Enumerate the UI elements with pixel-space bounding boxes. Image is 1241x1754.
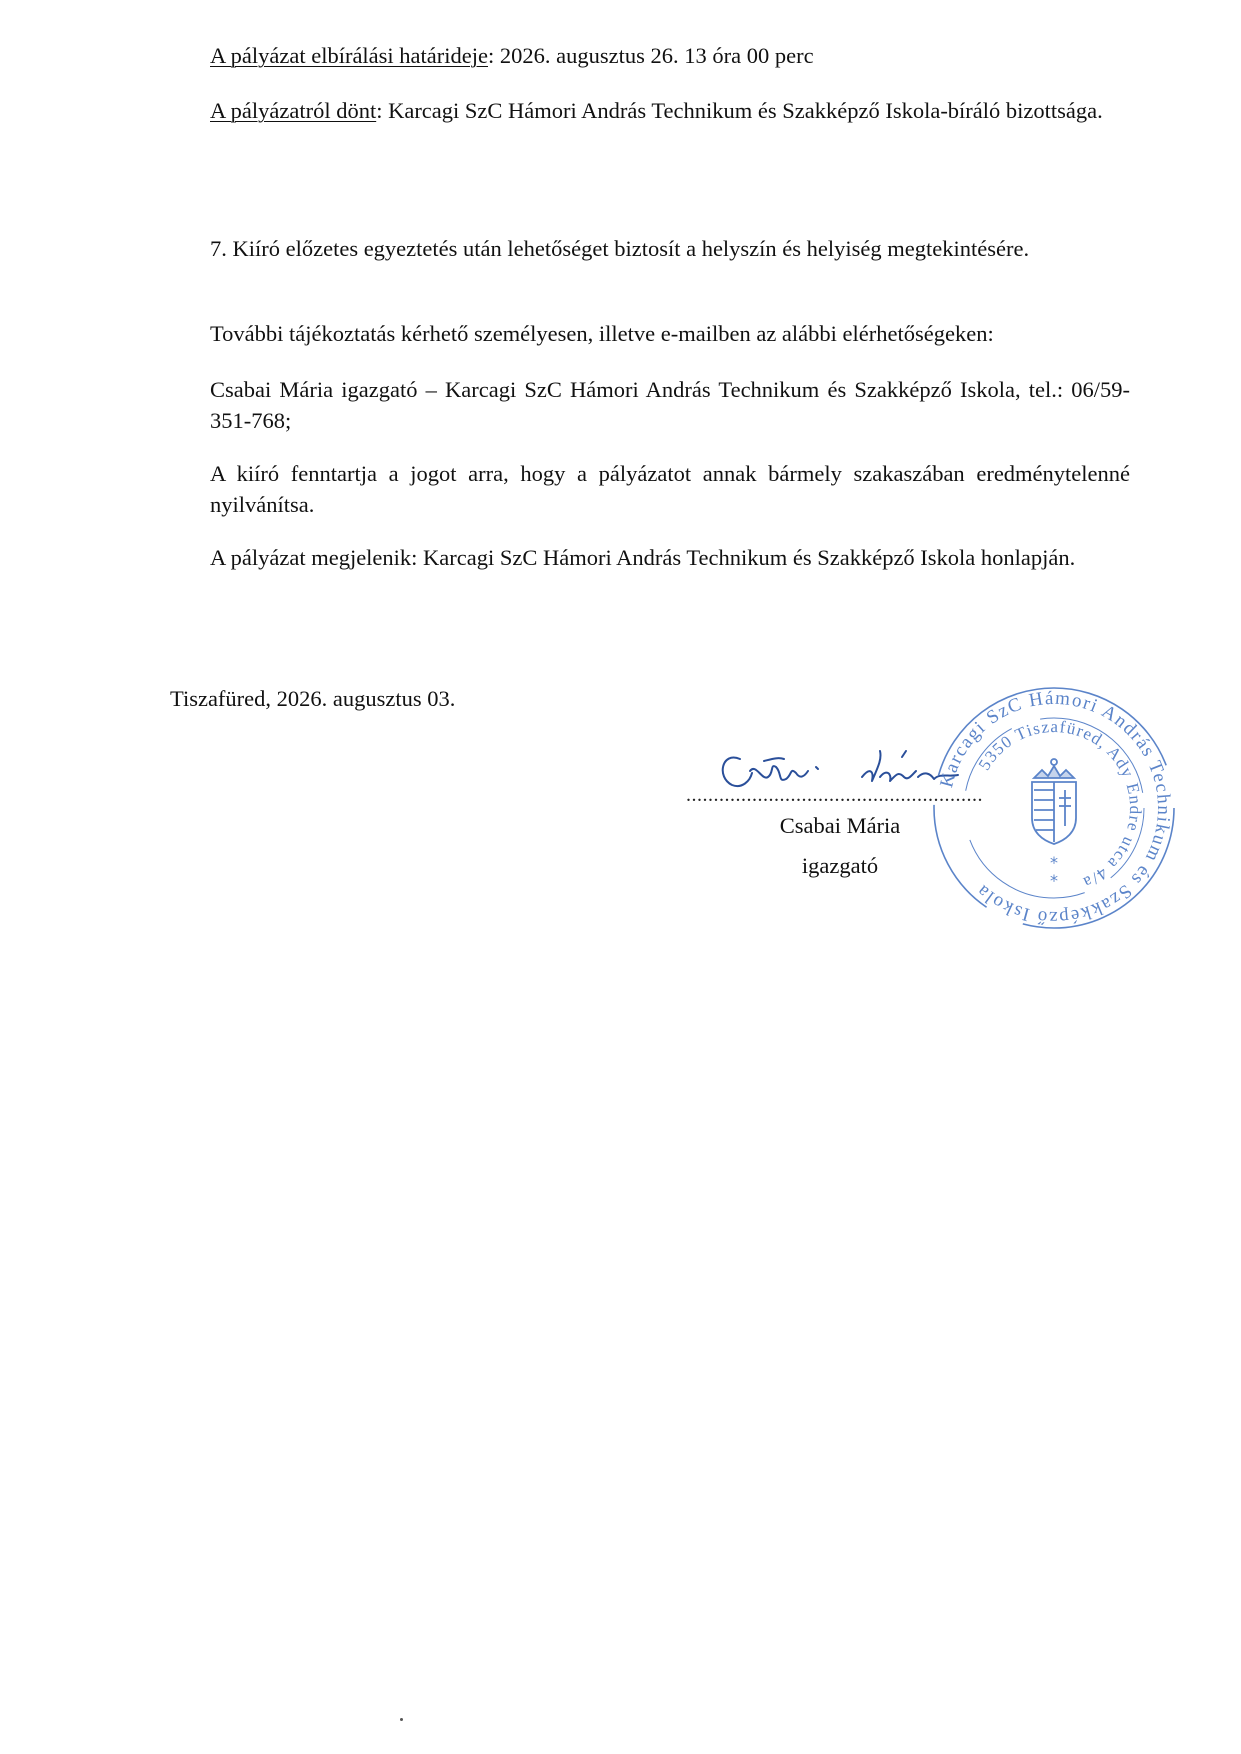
signature-dotted-line: ...................................................... bbox=[686, 784, 983, 806]
svg-text:5350 Tiszafüred, Ady Endre utc bbox=[975, 717, 1145, 893]
decides-text: : Karcagi SzC Hámori András Technikum és Szakképző Iskola-bíráló bizottsága. bbox=[376, 98, 1103, 123]
svg-text:*: * bbox=[1050, 853, 1058, 872]
hungarian-coat-of-arms-icon bbox=[1032, 759, 1076, 844]
place-and-date: Tiszafüred, 2026. augusztus 03. bbox=[170, 686, 456, 711]
deadline-label: A pályázat elbírálási határideje bbox=[210, 43, 488, 68]
publish-paragraph: A pályázat megjelenik: Karcagi SzC Hámori András Technikum és Szakképző Iskola honlapján. bbox=[210, 545, 1076, 570]
deadline-paragraph bbox=[210, 40, 1130, 71]
deadline-text: : 2026. augusztus 26. 13 óra 00 perc bbox=[488, 43, 814, 68]
signer-title: igazgató bbox=[801, 853, 879, 878]
svg-text:*: * bbox=[1050, 871, 1058, 890]
stamp-outer-text: Karcagi SzC Hámori András Technikum és Szakképző Iskola bbox=[936, 687, 1175, 929]
reserve-paragraph: A kiíró fenntartja a jogot arra, hogy a pályázatot annak bármely szakaszában eredménytelenné nyilvánítsa. bbox=[210, 461, 1130, 517]
item-7-paragraph: 7. Kiíró előzetes egyeztetés után lehetőséget biztosít a helyszín és helyiség megtekintésére. bbox=[210, 236, 1030, 261]
contact-paragraph: Csabai Mária igazgató – Karcagi SzC Hámori András Technikum és Szakképző Iskola, tel.: 06/59-351-768; bbox=[210, 377, 1130, 433]
stamp-inner-text: 5350 Tiszafüred, Ady Endre utca 4/a bbox=[974, 716, 1146, 893]
info-paragraph: További tájékoztatás kérhető személyesen, illetve e-mailben az alábbi elérhetőségeken: bbox=[210, 321, 994, 346]
decides-paragraph bbox=[210, 95, 1130, 126]
signer-name: Csabai Mária bbox=[779, 813, 901, 838]
decides-label: A pályázatról dönt bbox=[210, 98, 377, 123]
scan-speck bbox=[400, 1718, 403, 1721]
official-stamp bbox=[932, 686, 1176, 930]
